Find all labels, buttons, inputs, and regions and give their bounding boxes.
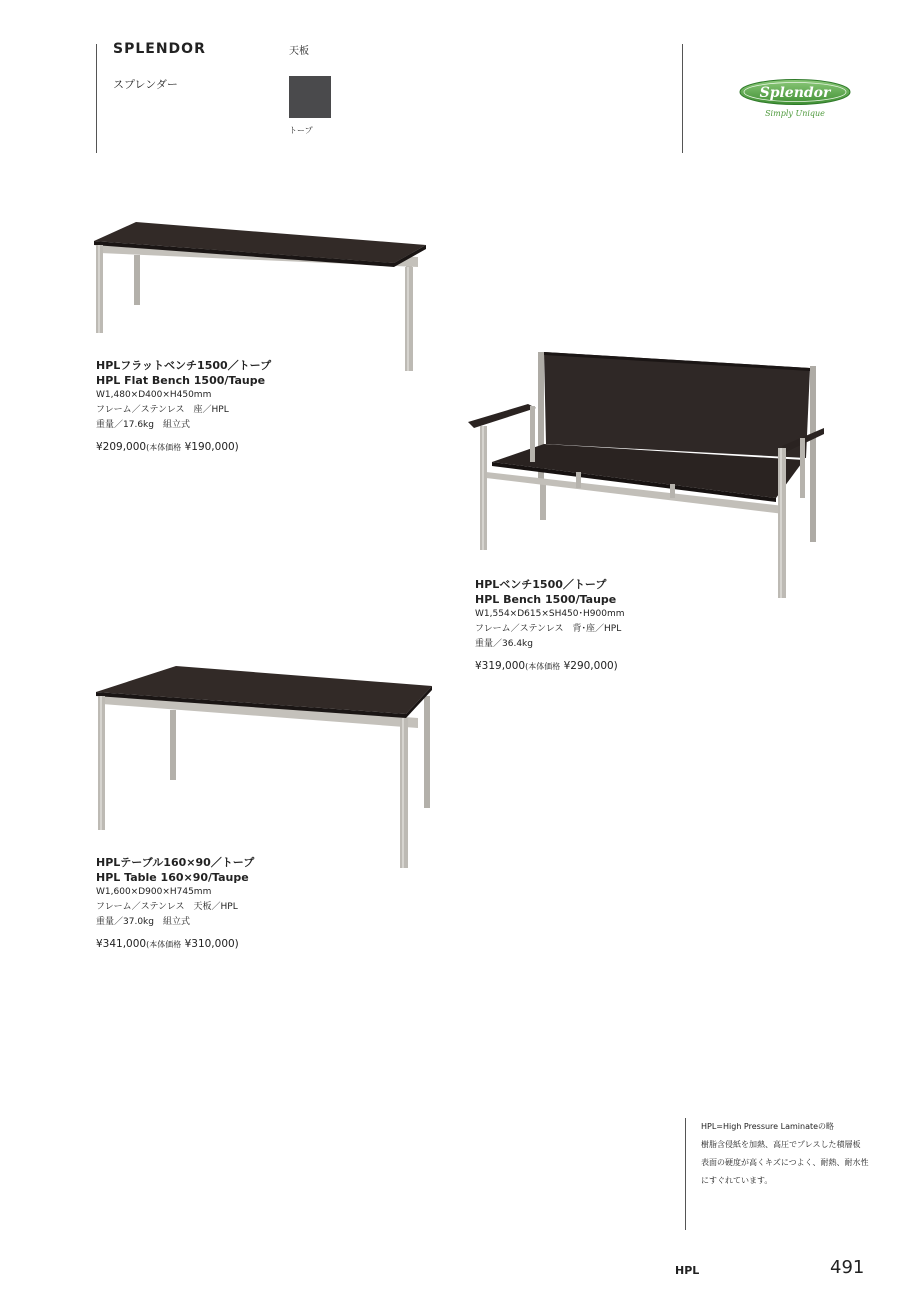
footer-category: HPL [675, 1264, 700, 1277]
price-value: ¥319,000 [475, 660, 526, 672]
splendor-logo [738, 78, 852, 122]
price-value: ¥209,000 [96, 441, 147, 453]
price-base: ¥310,000) [184, 938, 239, 950]
price-value: ¥341,000 [96, 938, 147, 950]
note-rule [685, 1118, 686, 1230]
product-name-jp: HPLテーブル160×90／トープ [96, 856, 255, 869]
price-base: ¥290,000) [563, 660, 618, 672]
price-note: (本体価格 [146, 443, 182, 452]
page-number: 491 [830, 1257, 865, 1278]
flat-bench-image [88, 215, 433, 375]
table-image [88, 660, 438, 870]
product-dimensions: W1,554×D615×SH450･H900mm [475, 609, 625, 619]
product-name-en: HPL Flat Bench 1500/Taupe [96, 374, 266, 387]
product-table [96, 855, 254, 952]
brand-kana: スプレンダー [113, 78, 178, 91]
product-price [475, 659, 625, 674]
price-note: (本体価格 [146, 940, 182, 949]
product-price [96, 440, 271, 455]
note-line: 表面の硬度が高くキズにつよく、耐熱、耐水性 [701, 1158, 869, 1167]
product-weight: 重量／36.4kg [475, 639, 533, 649]
note-line: にすぐれています。 [701, 1176, 773, 1185]
product-price [96, 937, 254, 952]
product-material: フレーム／ステンレス 座／HPL [96, 405, 229, 415]
product-material: フレーム／ステンレス 天板／HPL [96, 902, 238, 912]
note-line: HPL=High Pressure Laminateの略 [701, 1122, 835, 1131]
header-left-rule [96, 44, 97, 153]
brand-title: SPLENDOR [113, 41, 206, 57]
logo-wordmark: Splendor [759, 85, 831, 101]
product-name-en: HPL Table 160×90/Taupe [96, 871, 249, 884]
product-name-en: HPL Bench 1500/Taupe [475, 593, 617, 606]
hpl-note [701, 1118, 869, 1190]
product-dimensions: W1,600×D900×H745mm [96, 887, 212, 897]
logo-tagline: Simply Unique [765, 109, 825, 118]
product-dimensions: W1,480×D400×H450mm [96, 390, 212, 400]
price-note: (本体価格 [525, 662, 561, 671]
swatch-label: 天板 [289, 46, 309, 57]
product-flat-bench [96, 358, 271, 455]
product-material: フレーム／ステンレス 背･座／HPL [475, 624, 622, 634]
product-name-jp: HPLベンチ1500／トープ [475, 578, 607, 591]
note-line: 樹脂含侵紙を加熱、高圧でプレスした積層板 [701, 1140, 861, 1149]
bench-image [464, 348, 826, 600]
color-swatch [289, 76, 331, 118]
swatch-name: トープ [289, 126, 313, 135]
product-weight: 重量／17.6kg 組立式 [96, 420, 190, 430]
header-right-rule [682, 44, 683, 153]
product-name-jp: HPLフラットベンチ1500／トープ [96, 359, 272, 372]
product-bench [475, 577, 625, 674]
price-base: ¥190,000) [184, 441, 239, 453]
product-weight: 重量／37.0kg 組立式 [96, 917, 190, 927]
